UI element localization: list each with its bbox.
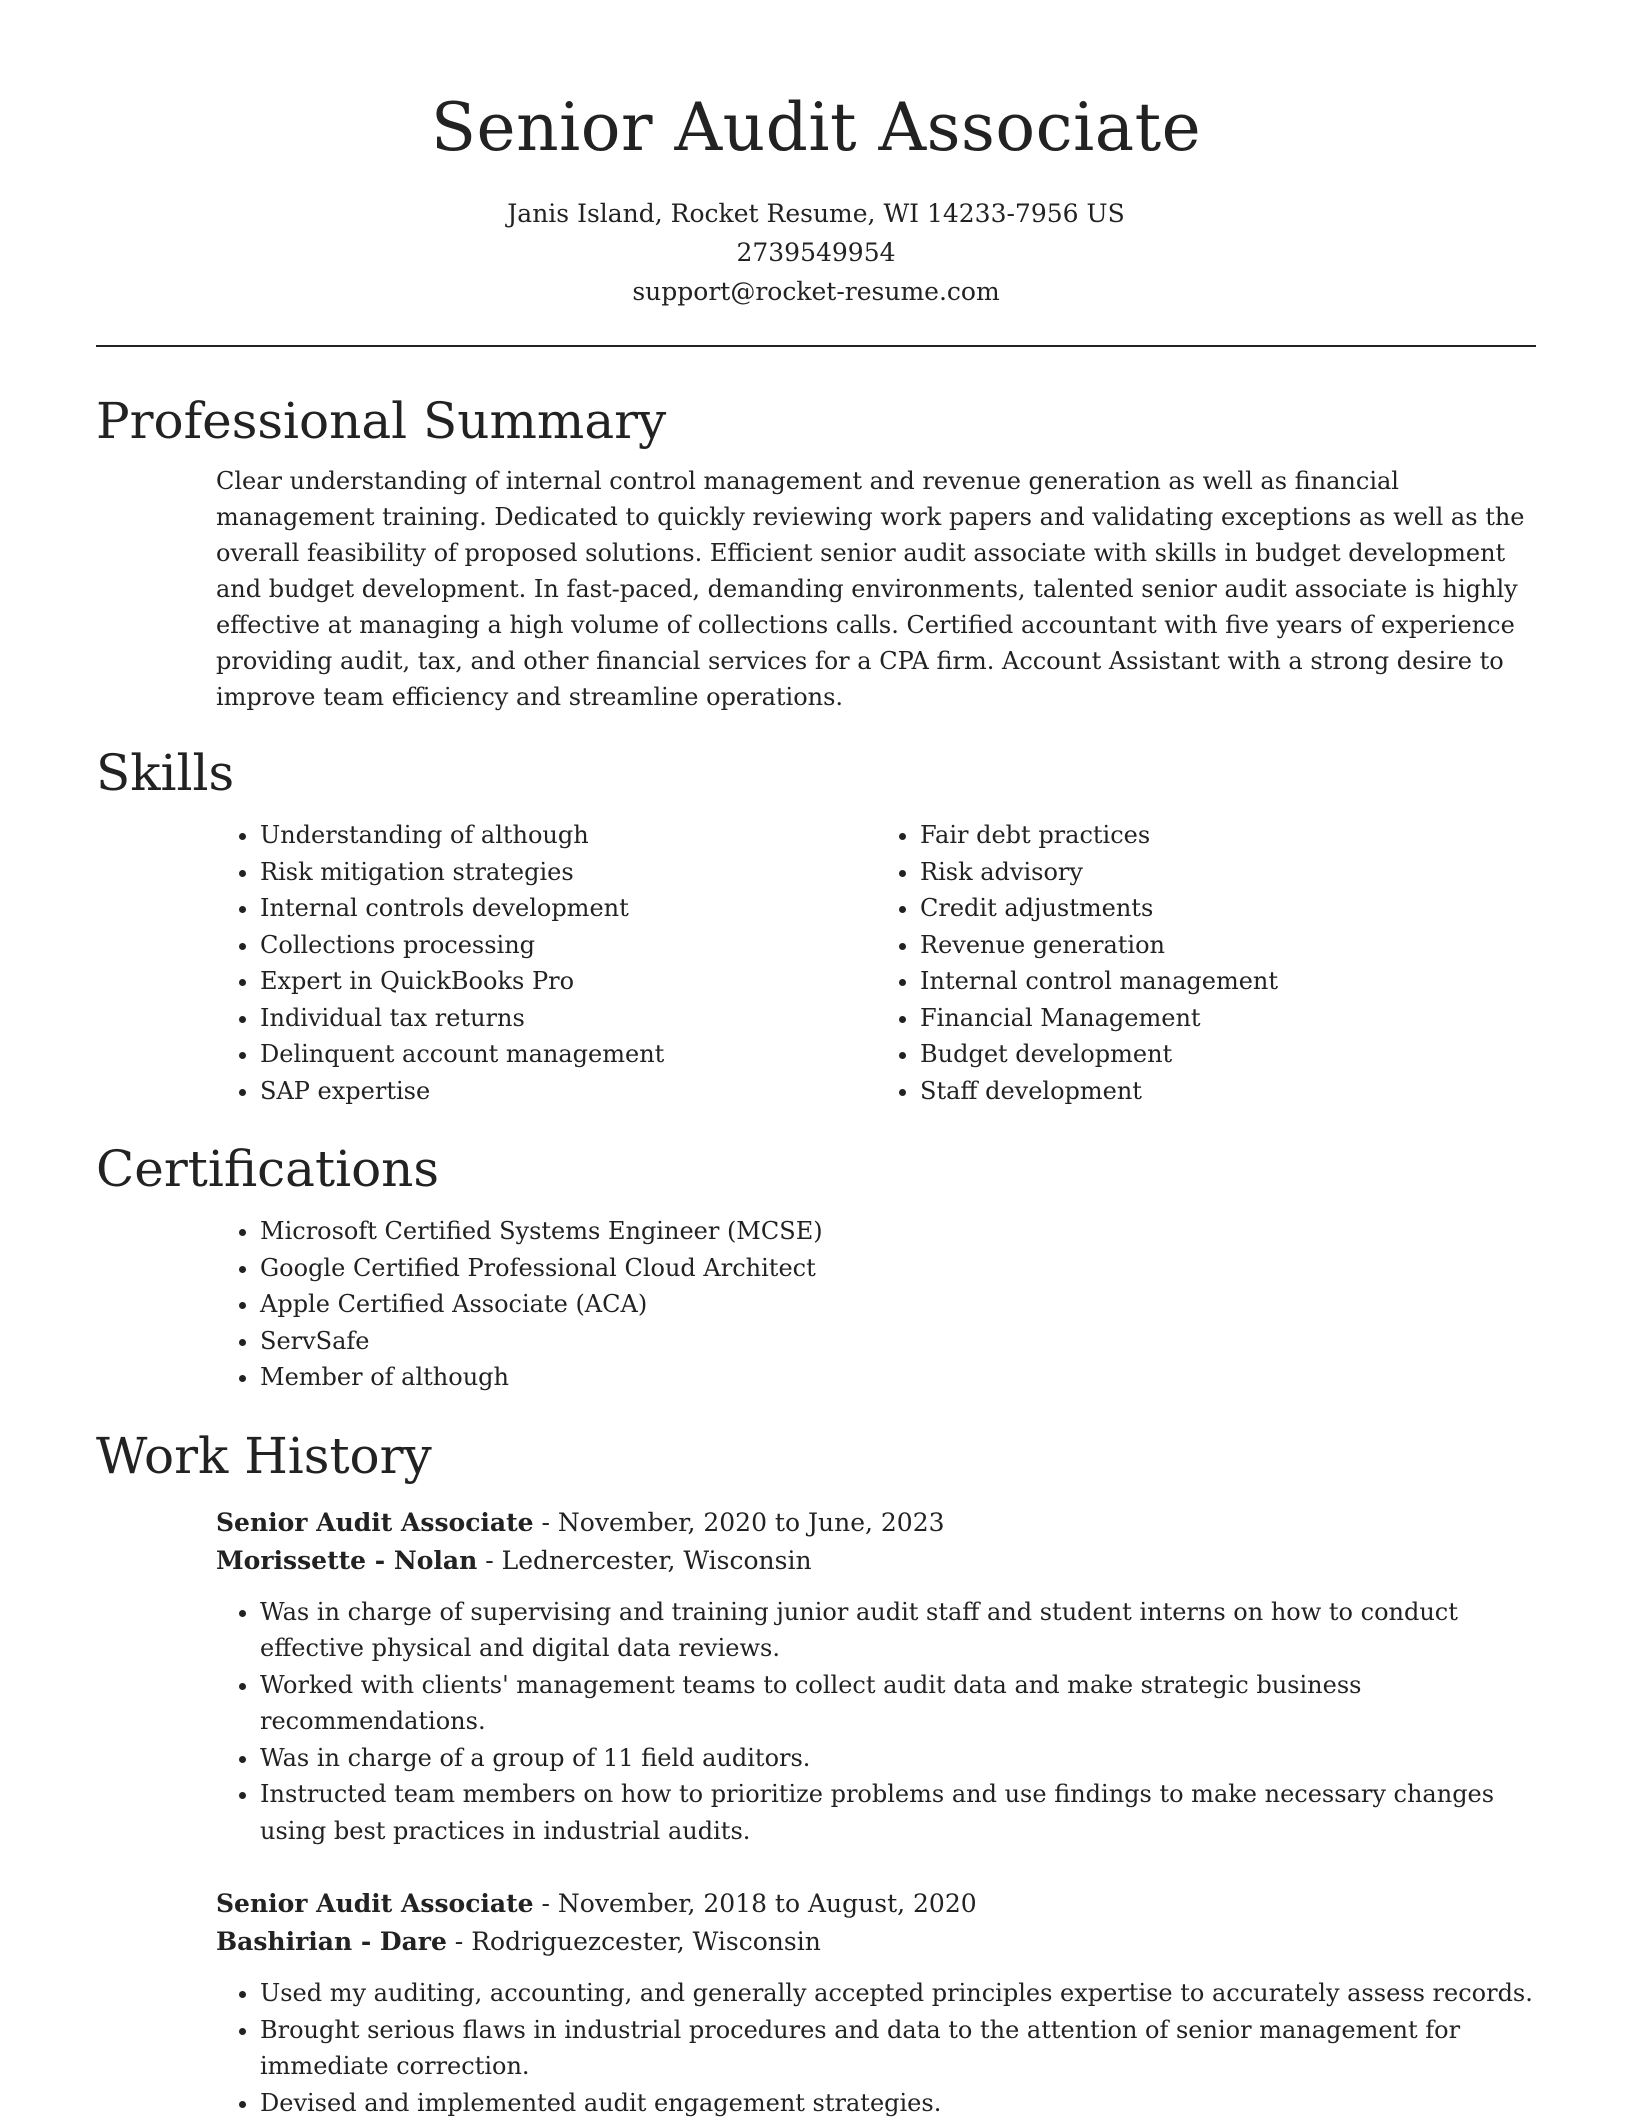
- work-history-heading: Work History: [96, 1424, 1536, 1488]
- skills-section: [96, 741, 1536, 1109]
- skill-item: • Collections processing: [260, 927, 876, 964]
- skills-heading: Skills: [96, 741, 1536, 805]
- skill-item: • Revenue generation: [920, 927, 1536, 964]
- skill-item: • Expert in QuickBooks Pro: [260, 963, 876, 1000]
- resume-header: [96, 0, 1536, 311]
- job-bullet: • Worked with clients' management teams to collect audit data and make strategic business recommendations.: [260, 1667, 1536, 1740]
- certification-item: • ServSafe: [260, 1323, 1536, 1360]
- contact-address: Janis Island, Rocket Resume, WI 14233-7956 US: [96, 194, 1536, 233]
- skills-list-left: [216, 817, 876, 1109]
- skill-item: • Understanding of although: [260, 817, 876, 854]
- certifications-section: [96, 1137, 1536, 1396]
- certifications-heading: Certifications: [96, 1137, 1536, 1201]
- skill-item: • Financial Management: [920, 1000, 1536, 1037]
- skills-columns: [96, 817, 1536, 1109]
- certifications-wrap: [96, 1213, 1536, 1396]
- skill-item: • Internal control management: [920, 963, 1536, 1000]
- job-entry: [96, 1504, 1536, 1850]
- job-bullet: • Was in charge of supervising and training junior audit staff and student interns on how to conduct effective physical and digital data reviews.: [260, 1594, 1536, 1667]
- job-bullet: • Was in charge of a group of 11 field auditors.: [260, 1740, 1536, 1777]
- job-title-line: [216, 1885, 1536, 1923]
- job-company-line: [216, 1542, 1536, 1580]
- job-title-line: [216, 1504, 1536, 1542]
- contact-block: [96, 194, 1536, 311]
- job-company-line: [216, 1923, 1536, 1961]
- certification-item: • Member of although: [260, 1359, 1536, 1396]
- skill-item: • Staff development: [920, 1073, 1536, 1110]
- job-bullet: • Brought serious flaws in industrial procedures and data to the attention of senior management for immediate correction.: [260, 2012, 1536, 2085]
- job-dates: - November, 2018 to August, 2020: [534, 1889, 977, 1918]
- skill-item: • Budget development: [920, 1036, 1536, 1073]
- resume-title: Senior Audit Associate: [96, 86, 1536, 170]
- skill-item: • Delinquent account management: [260, 1036, 876, 1073]
- job-company: Bashirian - Dare: [216, 1927, 447, 1956]
- summary-section: [96, 389, 1536, 715]
- contact-email: support@rocket-resume.com: [96, 272, 1536, 311]
- certification-item: • Apple Certified Associate (ACA): [260, 1286, 1536, 1323]
- summary-text: Clear understanding of internal control management and revenue generation as well as financial management training. Dedicated to quickly reviewing work papers and validating exceptions as well as the overall feasibility of proposed solutions. Efficient senior audit associate with skills in budget development and budget development. In fast-paced, demanding environments, talented senior audit associate is highly effective at managing a high volume of collections calls. Certified accountant with five years of experience providing audit, tax, and other financial services for a CPA firm. Account Assistant with a strong desire to improve team efficiency and streamline operations.: [96, 463, 1536, 715]
- job-company: Morissette - Nolan: [216, 1546, 477, 1575]
- skill-item: • Risk advisory: [920, 854, 1536, 891]
- certification-item: • Google Certified Professional Cloud Architect: [260, 1250, 1536, 1287]
- skill-item: • SAP expertise: [260, 1073, 876, 1110]
- summary-heading: Professional Summary: [96, 389, 1536, 453]
- job-bullet: • Used my auditing, accounting, and generally accepted principles expertise to accurately assess records.: [260, 1975, 1536, 2012]
- work-history-section: [96, 1424, 1536, 2121]
- job-bullet: • Instructed team members on how to prioritize problems and use findings to make necessary changes using best practices in industrial audits.: [260, 1776, 1536, 1849]
- job-title: Senior Audit Associate: [216, 1508, 534, 1537]
- job-bullets: [216, 1975, 1536, 2121]
- job-location: - Rodriguezcester, Wisconsin: [447, 1927, 821, 1956]
- job-title: Senior Audit Associate: [216, 1889, 534, 1918]
- certifications-list: [216, 1213, 1536, 1396]
- contact-phone: 2739549954: [96, 233, 1536, 272]
- skill-item: • Credit adjustments: [920, 890, 1536, 927]
- skills-list-right: [876, 817, 1536, 1109]
- skill-item: • Individual tax returns: [260, 1000, 876, 1037]
- certification-item: • Microsoft Certified Systems Engineer (MCSE): [260, 1213, 1536, 1250]
- skill-item: • Risk mitigation strategies: [260, 854, 876, 891]
- skill-item: • Fair debt practices: [920, 817, 1536, 854]
- job-entry: [96, 1885, 1536, 2121]
- job-bullet: • Devised and implemented audit engagement strategies.: [260, 2085, 1536, 2121]
- header-divider: [96, 345, 1536, 347]
- skill-item: • Internal controls development: [260, 890, 876, 927]
- job-dates: - November, 2020 to June, 2023: [534, 1508, 945, 1537]
- job-bullets: [216, 1594, 1536, 1850]
- job-location: - Lednercester, Wisconsin: [477, 1546, 811, 1575]
